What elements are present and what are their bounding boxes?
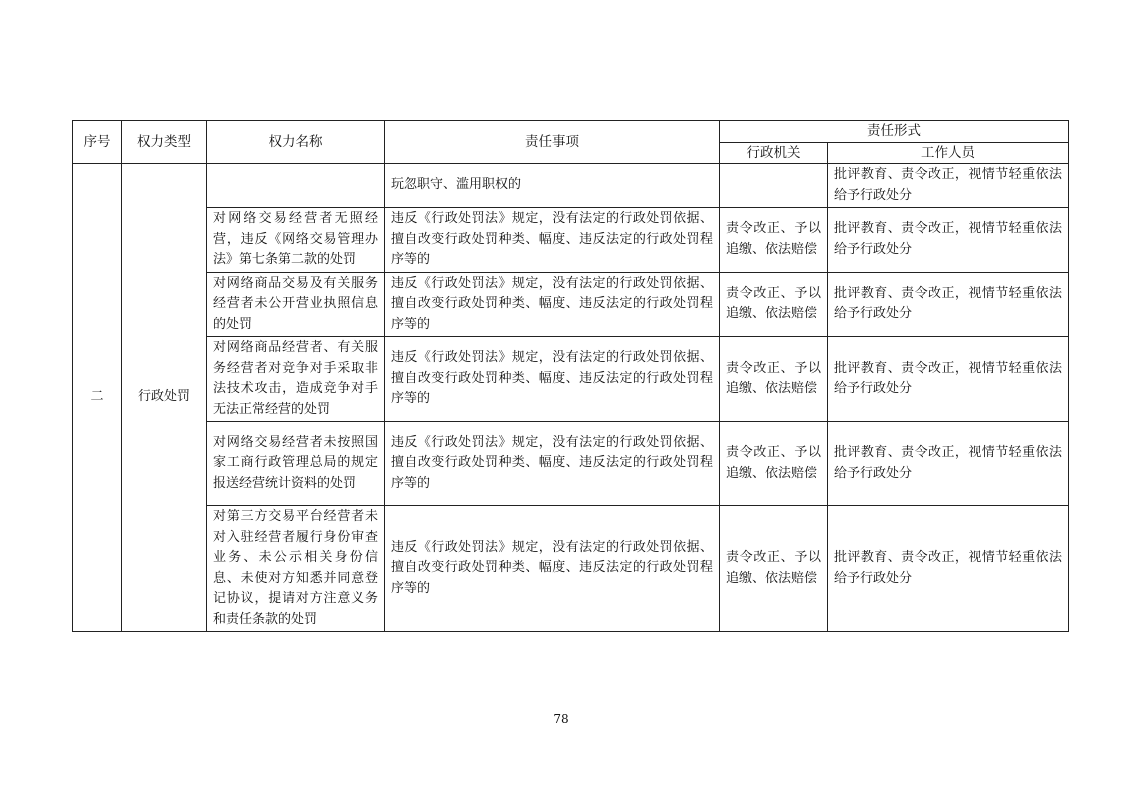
header-agency: 行政机关 (720, 142, 828, 164)
matter-cell: 违反《行政处罚法》规定，没有法定的行政处罚依据、擅自改变行政处罚种类、幅度、违反法定的行政处罚程序等的 (385, 208, 720, 273)
matter-cell: 违反《行政处罚法》规定，没有法定的行政处罚依据、擅自改变行政处罚种类、幅度、违反法定的行政处罚程序等的 (385, 506, 720, 632)
agency-cell: 责令改正、予以追缴、依法赔偿 (720, 272, 828, 337)
header-power-name: 权力名称 (207, 121, 385, 164)
staff-cell: 批评教育、责令改正，视情节轻重依法给予行政处分 (828, 422, 1069, 506)
table-row (73, 506, 1069, 632)
header-seq: 序号 (73, 121, 122, 164)
staff-cell: 批评教育、责令改正，视情节轻重依法给予行政处分 (828, 506, 1069, 632)
matter-cell: 违反《行政处罚法》规定，没有法定的行政处罚依据、擅自改变行政处罚种类、幅度、违反法定的行政处罚程序等的 (385, 337, 720, 422)
matter-cell: 违反《行政处罚法》规定，没有法定的行政处罚依据、擅自改变行政处罚种类、幅度、违反法定的行政处罚程序等的 (385, 272, 720, 337)
header-matter: 责任事项 (385, 121, 720, 164)
power-name-cell: 对网络商品经营者、有关服务经营者对竞争对手采取非法技术攻击，造成竞争对手无法正常经营的处罚 (207, 337, 385, 422)
power-name-cell (207, 164, 385, 208)
staff-cell: 批评教育、责令改正，视情节轻重依法给予行政处分 (828, 337, 1069, 422)
agency-cell: 责令改正、予以追缴、依法赔偿 (720, 422, 828, 506)
agency-cell: 责令改正、予以追缴、依法赔偿 (720, 506, 828, 632)
page-number: 78 (553, 712, 569, 726)
header-staff: 工作人员 (828, 142, 1069, 164)
staff-cell: 批评教育、责令改正，视情节轻重依法给予行政处分 (828, 164, 1069, 208)
power-name-cell: 对网络交易经营者无照经营，违反《网络交易管理办法》第七条第二款的处罚 (207, 208, 385, 273)
header-responsibility-form: 责任形式 (720, 121, 1069, 143)
staff-cell: 批评教育、责令改正，视情节轻重依法给予行政处分 (828, 272, 1069, 337)
table-row (73, 208, 1069, 273)
matter-cell: 违反《行政处罚法》规定，没有法定的行政处罚依据、擅自改变行政处罚种类、幅度、违反法定的行政处罚程序等的 (385, 422, 720, 506)
power-name-cell: 对第三方交易平台经营者未对入驻经营者履行身份审查业务、未公示相关身份信息、未使对方知悉并同意登记协议，提请对方注意义务和责任条款的处罚 (207, 506, 385, 632)
matter-cell: 玩忽职守、滥用职权的 (385, 164, 720, 208)
agency-cell: 责令改正、予以追缴、依法赔偿 (720, 337, 828, 422)
responsibility-table (72, 120, 1069, 632)
group-seq-cell: 二 (73, 164, 122, 632)
agency-cell: 责令改正、予以追缴、依法赔偿 (720, 208, 828, 273)
agency-cell (720, 164, 828, 208)
table-row (73, 337, 1069, 422)
table-row (73, 272, 1069, 337)
table-row (73, 422, 1069, 506)
group-power-type-cell: 行政处罚 (122, 164, 207, 632)
power-name-cell: 对网络交易经营者未按照国家工商行政管理总局的规定报送经营统计资料的处罚 (207, 422, 385, 506)
power-name-cell: 对网络商品交易及有关服务经营者未公开营业执照信息的处罚 (207, 272, 385, 337)
staff-cell: 批评教育、责令改正，视情节轻重依法给予行政处分 (828, 208, 1069, 273)
header-row-1 (73, 121, 1069, 143)
table-row (73, 164, 1069, 208)
header-power-type: 权力类型 (122, 121, 207, 164)
